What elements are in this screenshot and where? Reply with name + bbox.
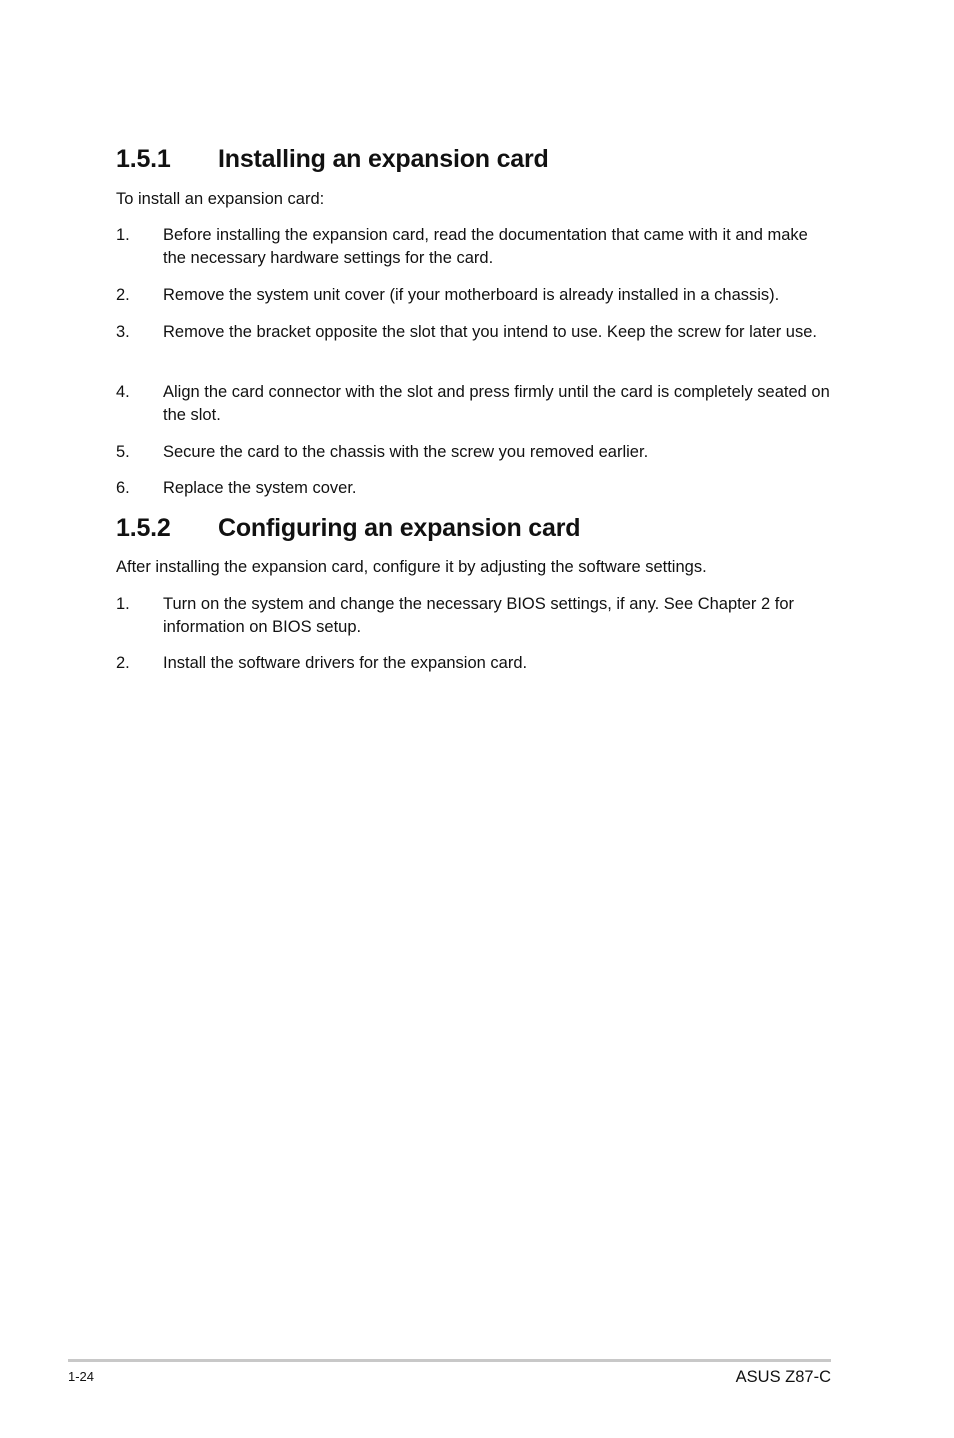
step-number: 2. — [116, 654, 130, 672]
section-title: Installing an expansion card — [218, 145, 549, 173]
step-text: Replace the system cover. — [163, 479, 357, 497]
step-number: 6. — [116, 479, 130, 497]
section-number: 1.5.1 — [116, 145, 171, 173]
step-number: 2. — [116, 286, 130, 304]
step-text: Install the software drivers for the expansion card. — [163, 654, 528, 672]
section-intro: After installing the expansion card, configure it by adjusting the software settings. — [116, 558, 707, 576]
section-heading — [116, 513, 580, 543]
section-heading — [116, 144, 549, 174]
step-number: 3. — [116, 323, 130, 341]
section-number: 1.5.2 — [116, 514, 171, 542]
step-text: Secure the card to the chassis with the screw you removed earlier. — [163, 443, 649, 461]
step-text: Remove the bracket opposite the slot that you intend to use. Keep the screw for later use. — [163, 323, 817, 341]
step-text: Turn on the system and change the necessary BIOS settings, if any. See Chapter 2 for information on BIOS setup. — [163, 595, 795, 636]
step-number: 4. — [116, 383, 130, 401]
step-number: 1. — [116, 595, 130, 613]
page-number: 1-24 — [68, 1369, 95, 1384]
step-number: 1. — [116, 226, 130, 244]
step-text: Before installing the expansion card, read the documentation that came with it and make the necessary hardware settings for the card. — [163, 226, 808, 267]
footer-divider — [68, 1359, 831, 1362]
section-title: Configuring an expansion card — [218, 514, 581, 542]
step-number: 5. — [116, 443, 130, 461]
step-text: Align the card connector with the slot and press firmly until the card is completely seated on the slot. — [163, 383, 830, 424]
section-intro: To install an expansion card: — [116, 190, 325, 208]
product-name: ASUS Z87-C — [735, 1368, 831, 1386]
step-text: Remove the system unit cover (if your motherboard is already installed in a chassis). — [163, 286, 780, 304]
